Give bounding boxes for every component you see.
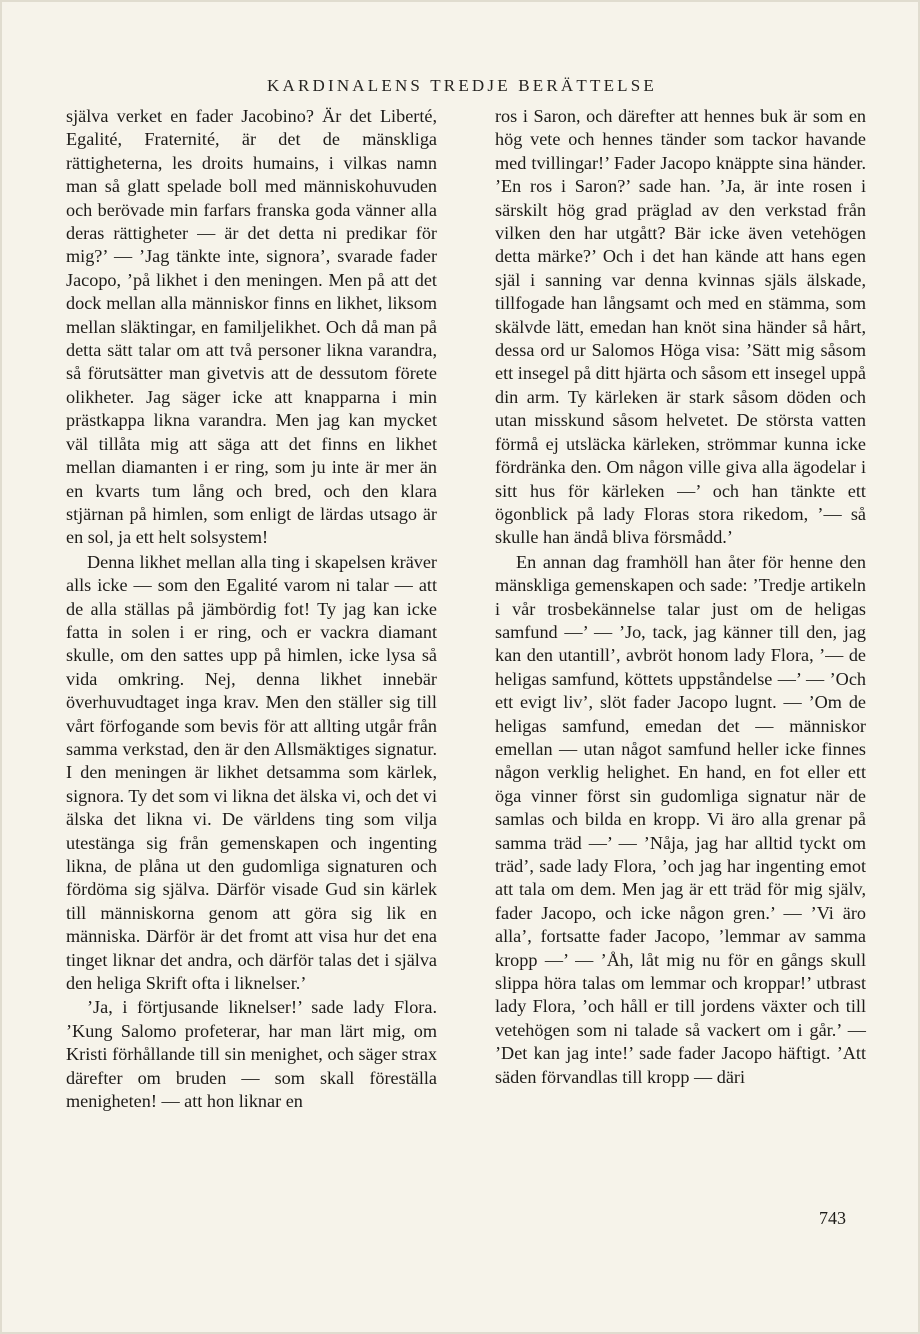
paragraph: En annan dag framhöll han åter för henne den mänskliga gemenskapen och sade: ’Tredje artikeln i vår trosbekännelse talar just om de heligas samfund —’ — ’Jo, tack, jag känner till den, jag kan den utantill’, avbröt honom lady Flora, ’— de heligas samfund, köttets uppståndelse —’ — ’Och ett evigt liv’, slöt fader Jacopo lugnt. — ’Om de heligas samfund, emedan det — människor emellan — utan något samfund heller icke finnes någon verklig helighet. En hand, en fot eller ett öga vinner först sin gudomliga signatur när de samlas och bilda en kropp. Vi äro alla grenar på samma träd —’ — ’Nåja, jag har alltid tyckt om träd’, sade lady Flora, ’och jag har ingenting emot att tala om dem. Men jag är ett träd för mig själv, fader Jacopo, och icke någon gren.’ — ’Vi äro alla’, fortsatte fader Jacopo, ’lemmar av samma kropp —’ — ’Åh, låt mig nu för en gångs skull slippa höra talas om lemmar och kroppar!’ utbrast lady Flora, ’och håll er till jordens växter och till vetehögen som ni talade så vackert om i går.’ — ’Det kan jag inte!’ sade fader Jacopo häftigt. ’Att säden förvandlas till kropp — däri — [495, 551, 866, 1087]
paragraph: Denna likhet mellan alla ting i skapelsen kräver alls icke — som den Egalité varom ni talar — att de alla ställas på jämbördig fot! Ty jag kan icke fatta in solen i er ring, och er vackra diamant skulle, om den sattes upp på himlen, icke lysa så vida omkring. Nej, denna likhet innebär överhuvudtaget inga krav. Men den ställer sig till vårt förfogande som bevis för att allting utgår från samma verkstad, den är den Allsmäktiges signatur. I den meningen är likhet detsamma som kärlek, signora. Ty det som vi likna det älska vi, och det vi älska det likna vi. De världens ting som vilja utestänga sig från gemenskapen och ingenting likna, de plåna ut den gudomliga signaturen och fördöma sig själva. Därför visade Gud sin kärlek till människorna genom att göra sig lik en människa. Därför är det fromt att visa hur det ena tinget liknar det andra, och därför talas det i själva den heliga Skrift ofta i liknelser.’ — [66, 551, 437, 994]
left-column — [66, 105, 437, 1205]
right-column — [495, 105, 866, 1205]
paragraph: själva verket en fader Jacobino? Är det Liberté, Egalité, Fraternité, är det de mänskliga rättigheterna, les droits humains, i vilkas namn man så glatt spelade boll med människohuvuden och berövade min farfars franska goda vänner alla deras rättigheter — är det detta ni predikar för mig?’ — ’Jag tänkte inte, signora’, svarade fader Jacopo, ’på likhet i den meningen. Men på att det dock mellan alla människor finns en likhet, liksom mellan släktingar, en familjelikhet. Och då man på detta sätt talar om att två personer likna varandra, så förutsätter man givetvis att de dessutom förete olikheter. Jag säger icke att knapparna i min prästkappa likna varandra. Men jag kan mycket väl tillåta mig att säga att det finns en likhet mellan diamanten i er ring, som ju inte är mer än en kvarts tum lång och bred, och den klara stjärnan på himlen, som enligt de lärdas utsago är en sol, ja ett helt solsystem! — [66, 106, 437, 548]
text-columns — [66, 105, 866, 1205]
paragraph: ros i Saron, och därefter att hennes buk är som en hög vete och hennes tänder som tackor havande med tvillingar!’ Fader Jacopo knäppte sina händer. ’En ros i Saron?’ sade han. ’Ja, är inte rosen i särskilt hög grad präglad av den verkstad från vilken den har utgått? Bär icke även vetehögen detta märke?’ Och i det han kände att hans egen själ i sanning var denna kvinnas själs älskade, tillfogade han långsamt och med en stämma, som skälvde lätt, emedan han knöt sina händer så hårt, dessa ord ur Salomos Höga visa: ’Sätt mig såsom ett insegel på ditt hjärta och såsom ett insegel uppå din arm. Ty kärleken är stark såsom döden och utan misskund såsom helvetet. De största vatten förmå ej utsläcka kärleken, strömmar kunna icke fördränka den. Om någon ville giva alla ägodelar i sitt hus för kärleken —’ och han tänkte ett ögonblick på lady Floras stora rikedom, ’— så skulle han ändå bliva försmådd.’ — [495, 106, 866, 548]
paragraph: ’Ja, i förtjusande liknelser!’ sade lady Flora. ’Kung Salomo profeterar, har man lärt mig, om Kristi förhållande till sin menighet, och säger strax därefter om bruden — som skall föreställa menigheten! — att hon liknar en — [66, 997, 437, 1112]
page-number: 743 — [819, 1208, 846, 1228]
running-head: KARDINALENS TREDJE BERÄTTELSE — [267, 76, 657, 95]
